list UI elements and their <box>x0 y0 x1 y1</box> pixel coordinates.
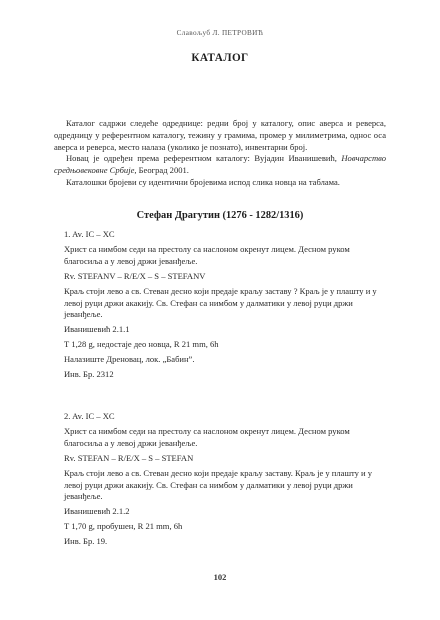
weight-diameter: Т 1,28 g, недостаје део новца, R 21 mm, 6h <box>64 339 219 350</box>
intro-paragraph-reference <box>54 153 386 177</box>
reverse-label: Rv. STEFAN – R/E/X – S – STEFAN <box>64 452 194 463</box>
catalog-entry-1 <box>64 229 386 384</box>
intro-paragraph-plates: Каталошки бројеви су идентични бројевима испод слика новца на таблама. <box>66 176 340 187</box>
page-number: 102 <box>213 572 227 582</box>
inventory-number: Инв. Бр. 19. <box>64 536 108 547</box>
intro-reference-end: , Београд 2001. <box>134 165 189 176</box>
intro-text <box>54 118 386 189</box>
obverse-label: 1. Av. IC – XC <box>64 229 115 239</box>
catalog-reference: Иванишевић 2.1.1 <box>64 324 130 335</box>
catalog-entry-2 <box>64 411 386 551</box>
reverse-description: Краљ стоји лево а св. Стеван десно који предаје краљу заставу ? Краљ је у плашту и у левој руци држи акакију. Св. Стефан са нимбом у далматики у левој руци држи јеванђеље. <box>64 285 377 320</box>
inventory-number: Инв. Бр. 2312 <box>64 369 114 380</box>
intro-reference-book-title: Новчарство средњовековне Србије <box>54 153 386 176</box>
intro-paragraph: Каталог садржи следеће одреднице: редни број у каталогу, опис аверса и реверса, одредницу у референтном каталогу, тежину у грамима, промер у милиметрима, однос оса аверса и реверса, место налаза (уколико је познато), инвентарни број. <box>54 118 386 152</box>
obverse-label: 2. Av. IC – XC <box>64 411 115 421</box>
page-title: КАТАЛОГ <box>191 52 249 64</box>
intro-reference-start: Новац је одређен према референтном каталогу: Вујадин Иванишевић, <box>66 153 342 164</box>
catalog-reference: Иванишевић 2.1.2 <box>64 506 130 517</box>
reverse-description: Краљ стоји лево а св. Стеван десно који предаје краљу заставу. Краљ је у плашту и у левој руци држи акакију. Св. Стефан са нимбом у далматики у левој руци држи јеванђеље. <box>64 467 373 502</box>
running-head: Славољуб Л. ПЕТРОВИЋ <box>176 29 264 37</box>
findspot: Налазиште Дреновац, лок. „Бабин”. <box>64 354 195 365</box>
section-title: Стефан Драгутин (1276 - 1282/1316) <box>136 210 304 221</box>
weight-diameter: Т 1,70 g, пробушен, R 21 mm, 6h <box>64 521 183 532</box>
obverse-description: Христ са нимбом седи на престолу са наслоном окренут лицем. Десном руком благосиља а у левој држи јеванђеље. <box>64 425 350 448</box>
reverse-label: Rv. STEFANV – R/E/X – S – STEFANV <box>64 270 206 281</box>
obverse-description: Христ са нимбом седи на престолу са наслоном окренут лицем. Десном руком благосиља а у левој држи јеванђеље. <box>64 243 350 266</box>
